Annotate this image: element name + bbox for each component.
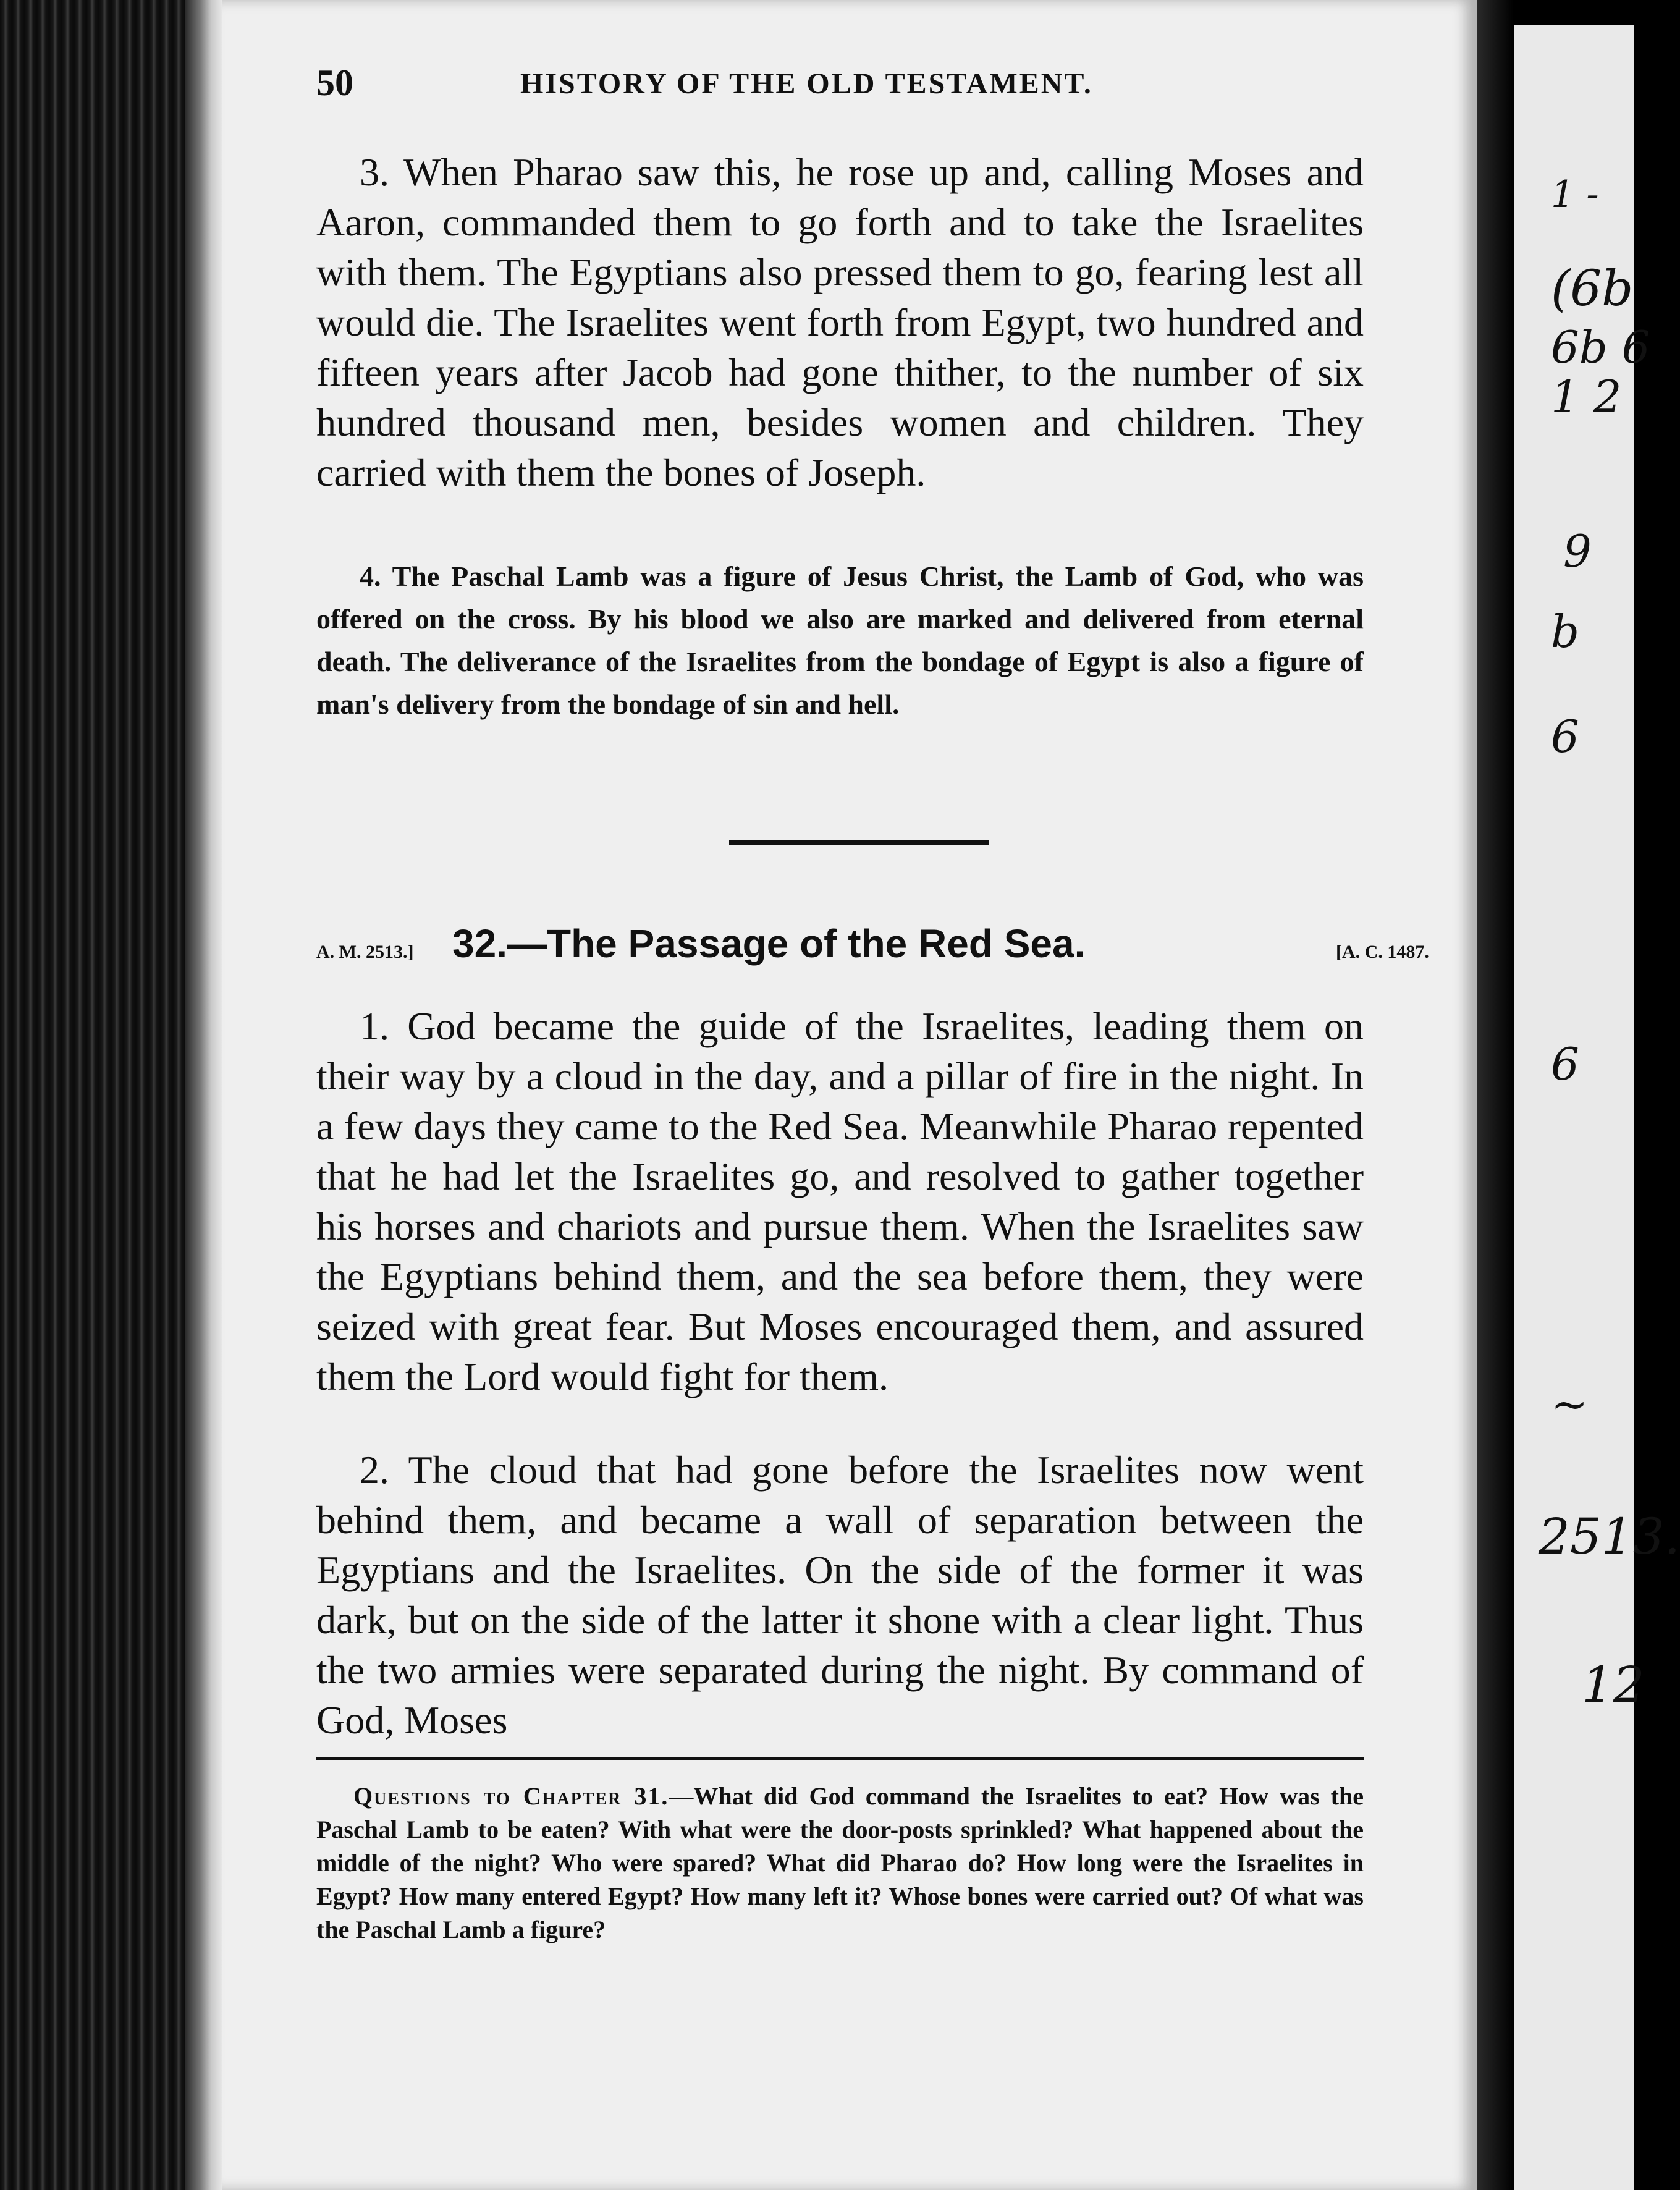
margin-note: 12 [1582,1656,1645,1714]
page-number: 50 [316,62,353,103]
section-title: 32.—The Passage of the Red Sea. [452,921,1086,966]
section-paragraph-2 [316,1445,1364,1745]
running-title: HISTORY OF THE OLD TESTAMENT. [520,67,1093,100]
margin-note: (6b [1551,260,1634,317]
questions-text [316,1780,1364,1947]
questions-label: Questions to Chapter 31. [353,1782,669,1810]
margin-note: ~ [1551,1378,1589,1430]
margin-note: 2513. [1539,1508,1680,1565]
section-paragraph-1 [316,1001,1364,1402]
ante-christum-date: [A. C. 1487. [1336,942,1429,962]
footnote-rule [316,1757,1364,1760]
section-divider [729,840,989,845]
margin-note: b [1551,606,1580,657]
handwritten-margin-notes [1514,0,1680,2190]
anno-mundi-date: A. M. 2513.] [316,942,414,962]
section-paragraph-1-text: 1. God became the guide of the Israelites, leading them on their way by a cloud in the day, and a pillar of fire in the night. In a few days they came to the Red Sea. Meanwhile Pharao repented that he had let the Israelites go, and resolved to gather together his horses and chariots and pursue them. When the Israelites saw the Egyptians behind them, and the sea before them, they were seized with great fear. But Moses encouraged them, and assured them the Lord would fight for them. [316,1004,1364,1398]
margin-note: 6 [1551,711,1579,763]
section-paragraph-2-text: 2. The cloud that had gone before the Israelites now went behind them, and became a wall of separation between the Egyptians and the Israelites. On the side of the former it was dark, but on the side of the latter it shone with a clear light. Thus the two armies were separated during the night. By command of God, Moses [316,1448,1364,1742]
page-gutter [1477,0,1514,2190]
paragraph-3-text: 3. When Pharao saw this, he rose up and, calling Moses and Aaron, commanded them to go forth and to take the Israelites with them. The Egyptians also pressed them to go, fearing lest all would die. The Israelites went forth from Egypt, two hundred and fifteen years after Jacob had gone thither, to the number of six hundred thousand men, besides women and children. They carried with them the bones of Joseph. [316,150,1364,494]
paragraph-4-note [316,555,1364,725]
paragraph-3 [316,147,1364,497]
section-heading [316,921,1429,976]
chapter-questions [316,1780,1364,1947]
page-edges [185,0,222,2190]
margin-note: 1 2 [1551,371,1622,423]
margin-note: 6 [1551,1038,1579,1090]
margin-note: 6b 6 [1551,321,1650,373]
paragraph-4-text: 4. The Paschal Lamb was a figure of Jesus Christ, the Lamb of God, who was offered on the cross. By his blood we also are marked and delivered from eternal death. The deliverance of the Israelites from the bondage of Egypt is also a figure of man's delivery from the bondage of sin and hell. [316,560,1364,720]
questions-body: —What did God command the Israelites to eat? How was the Paschal Lamb to be eaten? With what were the door-posts sprinkled? What happened about the middle of the night? Who were spared? What did Pharao do? How long were the Israelites in Egypt? How many entered Egypt? How many left it? Whose bones were carried out? Of what was the Paschal Lamb a figure? [316,1782,1364,1943]
margin-note: 1 - [1551,173,1599,216]
page-header [316,57,1379,112]
margin-note: 9 [1563,525,1592,577]
book-page [222,0,1477,2190]
